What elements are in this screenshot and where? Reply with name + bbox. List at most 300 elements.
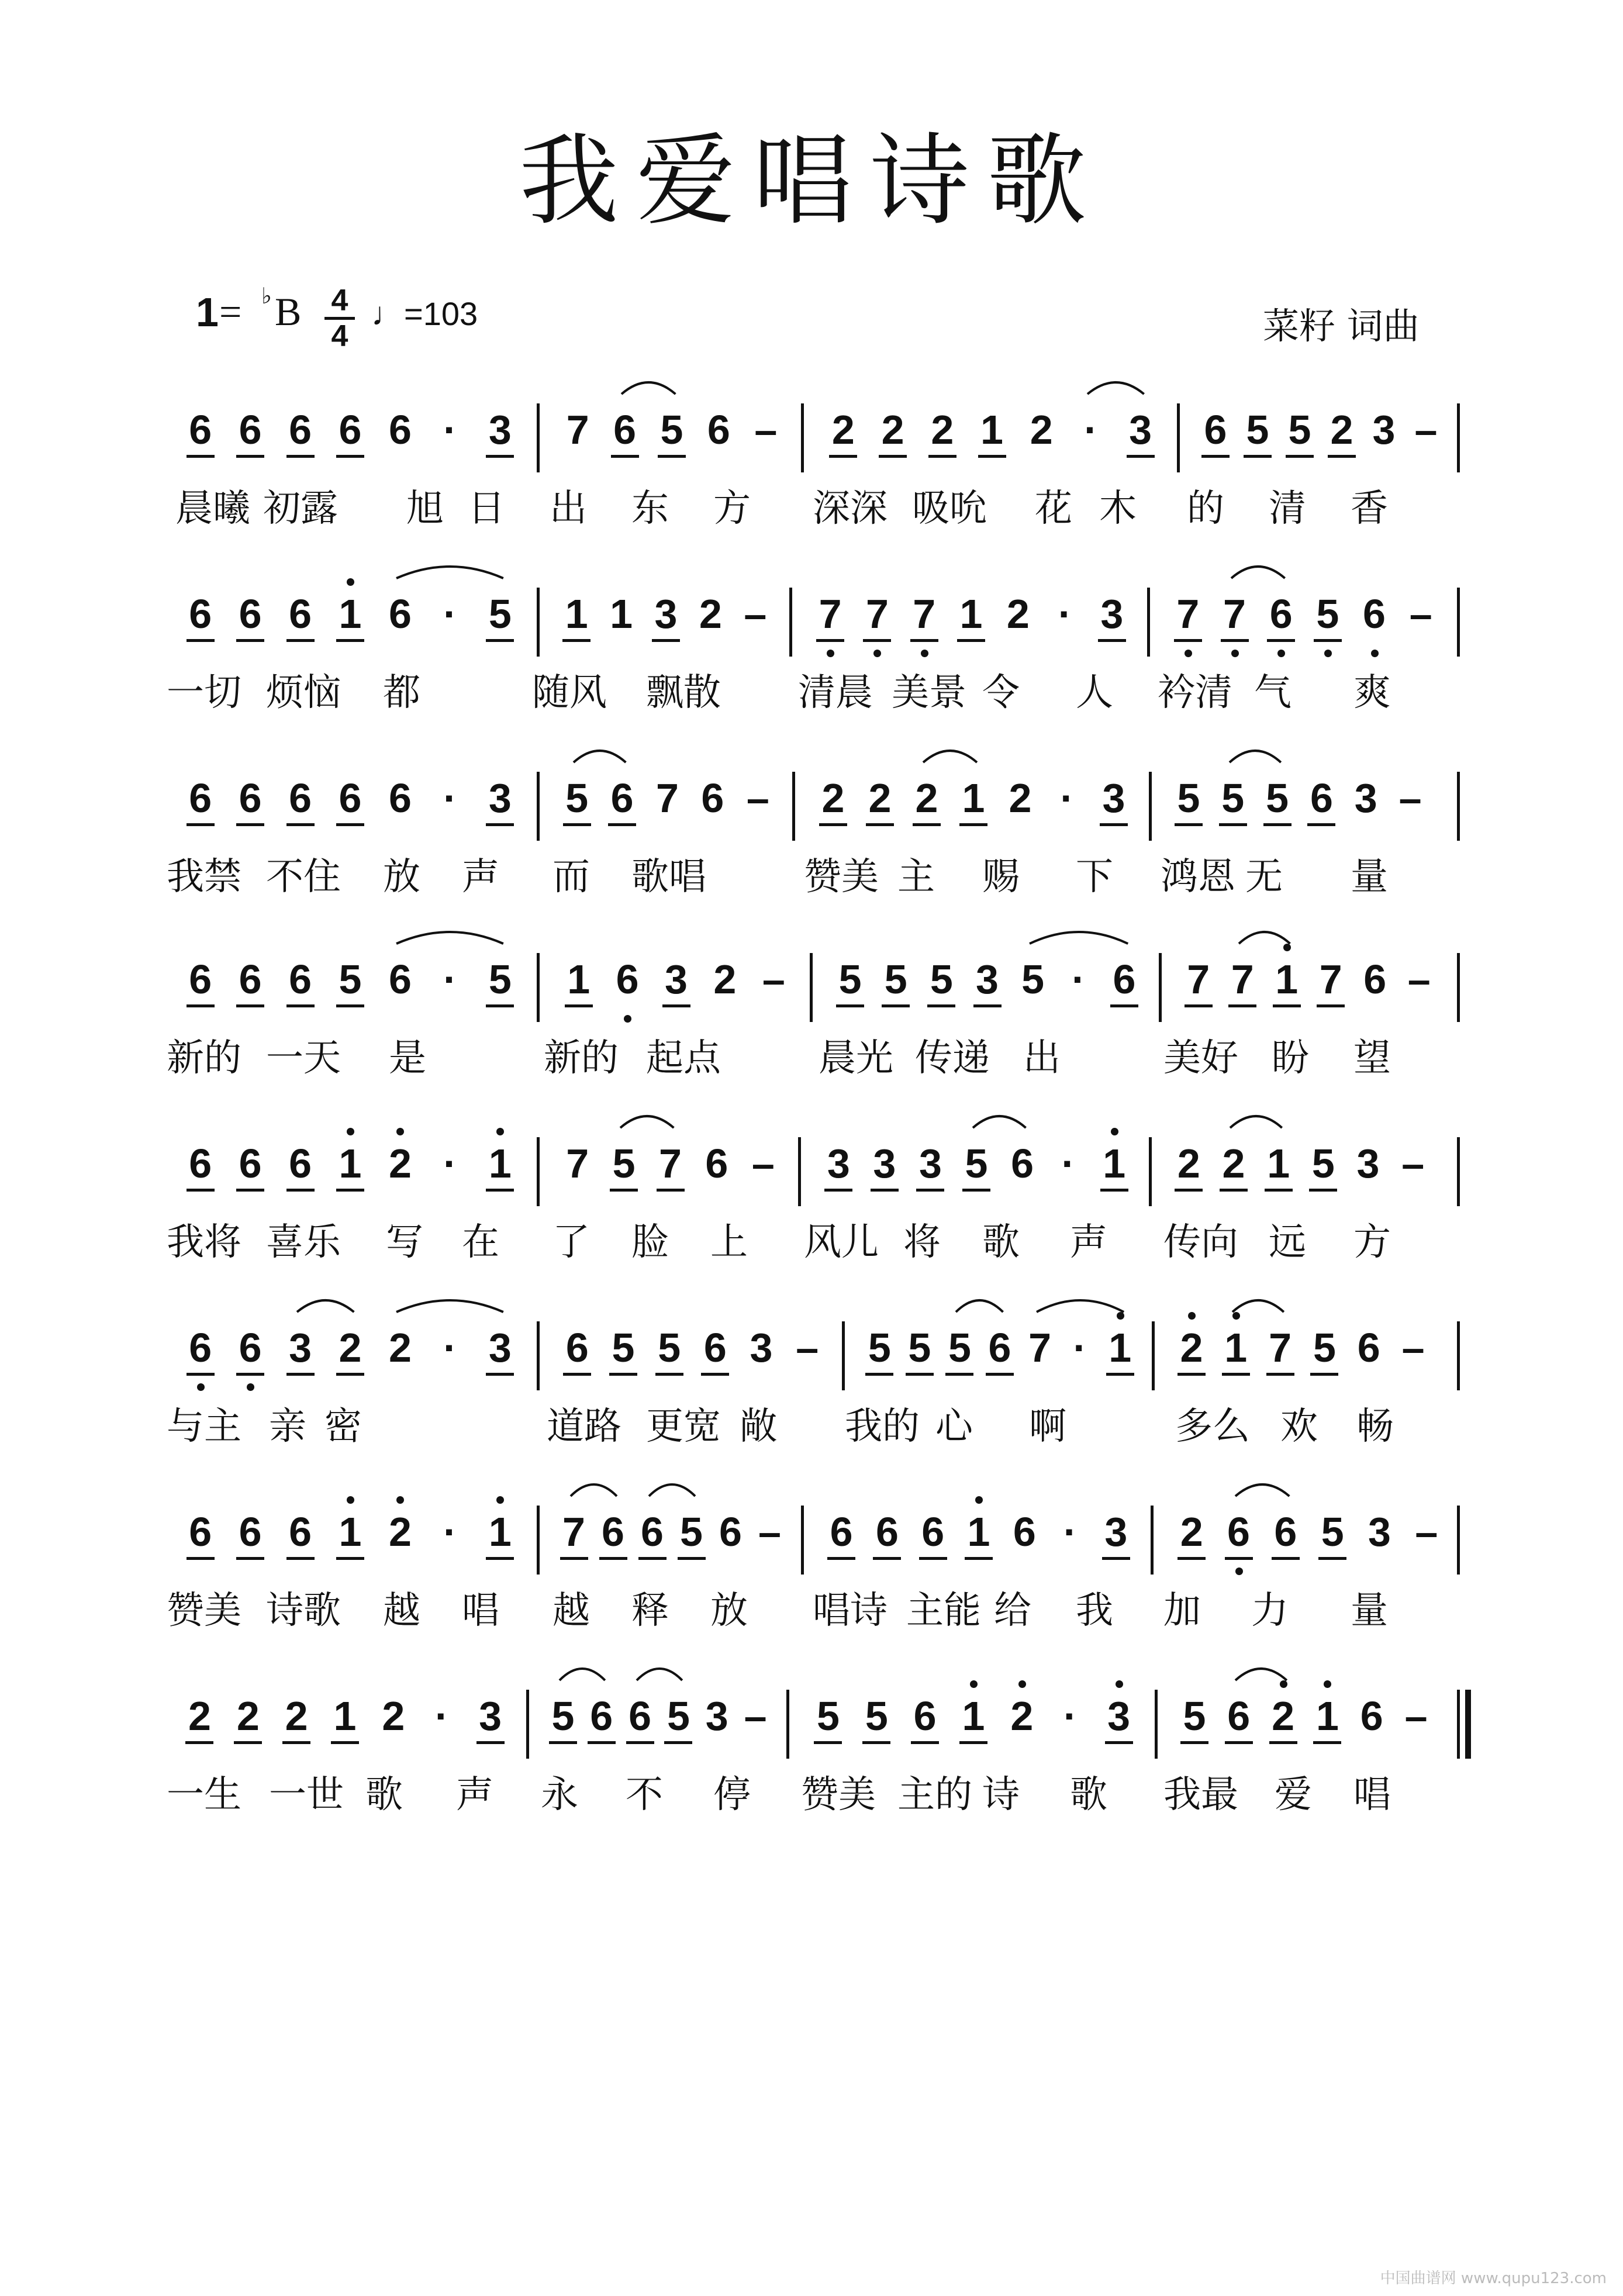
eighth-underline: [1307, 823, 1335, 826]
key-equals: =: [219, 289, 242, 334]
octave-down-dot: [247, 1383, 254, 1391]
eighth-underline: [1263, 823, 1292, 826]
octave-down-dot: [921, 650, 928, 657]
lyric-syllable: 上: [710, 1221, 748, 1264]
note: 5: [838, 957, 862, 1002]
eighth-underline: [824, 1189, 852, 1192]
music-system: [0, 409, 1623, 585]
lyric-syllable: 远: [1269, 1221, 1306, 1264]
eighth-underline: [1314, 639, 1342, 642]
eighth-underline: [829, 455, 857, 458]
note: 2: [388, 1141, 412, 1186]
eighth-underline: [1244, 455, 1272, 458]
bar-line: [810, 953, 813, 1022]
bar-line: [798, 1137, 801, 1206]
eighth-underline: [336, 1557, 364, 1560]
eighth-underline: [1265, 1189, 1293, 1192]
note: 1: [1109, 1325, 1132, 1370]
note: 5: [1266, 775, 1289, 821]
note: 5: [1221, 775, 1245, 821]
duration-dot: ·: [1072, 957, 1086, 1002]
eighth-underline: [549, 1741, 577, 1744]
duration-dot: ·: [1063, 1509, 1078, 1555]
eighth-underline: [486, 455, 514, 458]
eighth-underline: [1228, 1004, 1256, 1007]
note: 3: [1372, 407, 1396, 453]
note: 1: [980, 407, 1003, 453]
extension-dash: –: [744, 1693, 767, 1739]
eighth-underline: [236, 823, 264, 826]
note: 2: [831, 407, 855, 453]
note: 6: [1363, 957, 1387, 1002]
eighth-underline: [978, 455, 1006, 458]
note: 3: [1356, 1141, 1380, 1186]
slur-arc: [296, 1291, 355, 1314]
note: 6: [613, 407, 637, 453]
bar-line: [1147, 588, 1150, 657]
lyric-syllable: 量: [1351, 1589, 1388, 1632]
note: 7: [1176, 591, 1200, 637]
note: 5: [1288, 407, 1311, 453]
note: 7: [566, 1141, 589, 1186]
lyric-syllable: 无: [1245, 855, 1283, 899]
note: 2: [915, 775, 938, 821]
lyric-syllable: 欢: [1280, 1405, 1318, 1448]
eighth-underline: [836, 1004, 864, 1007]
eighth-underline: [657, 1189, 685, 1192]
duration-dot: ·: [1073, 1325, 1087, 1370]
extension-dash: –: [1414, 407, 1438, 453]
eighth-underline: [286, 823, 315, 826]
note: 7: [1319, 957, 1342, 1002]
slur-arc: [1231, 1291, 1285, 1314]
slur-arc: [972, 1107, 1027, 1130]
lyric-syllable: 下: [1076, 855, 1113, 899]
note: 7: [819, 591, 842, 637]
lyric-syllable: 令: [982, 671, 1020, 714]
eighth-underline: [664, 1741, 692, 1744]
eighth-underline: [286, 1004, 315, 1007]
note: 1: [962, 775, 985, 821]
extension-dash: –: [754, 407, 778, 453]
eighth-underline: [1180, 1741, 1208, 1744]
eighth-underline: [331, 1741, 359, 1744]
note: 6: [388, 957, 412, 1002]
eighth-underline: [1273, 1004, 1301, 1007]
lyric-syllable: 传向: [1163, 1221, 1238, 1264]
time-signature-bottom: 4: [331, 319, 348, 353]
lyric-syllable: 将: [903, 1221, 941, 1264]
note: 6: [189, 1509, 212, 1555]
duration-dot: ·: [1061, 1141, 1075, 1186]
eighth-underline: [655, 1373, 683, 1376]
lyric-syllable: 人: [1076, 671, 1113, 714]
note: 2: [931, 407, 954, 453]
music-system: [0, 1143, 1623, 1318]
lyric-syllable: 一切: [167, 671, 241, 714]
eighth-underline: [1225, 1557, 1253, 1560]
note: 5: [1316, 591, 1339, 637]
note: 5: [658, 1325, 681, 1370]
note: 5: [1183, 1693, 1206, 1739]
slur-arc: [395, 923, 505, 946]
bar-line: [1457, 403, 1460, 472]
bar-line: [537, 1321, 540, 1390]
note: 5: [612, 1325, 635, 1370]
note: 6: [1227, 1693, 1251, 1739]
extension-dash: –: [1415, 1509, 1438, 1555]
note: 7: [656, 775, 679, 821]
note: 6: [705, 1141, 728, 1186]
octave-up-dot: [970, 1680, 978, 1688]
lyric-syllable: 赞美: [804, 855, 879, 899]
lyric-syllable: 给: [994, 1589, 1031, 1632]
bar-line: [789, 588, 792, 657]
note: 3: [1368, 1509, 1391, 1555]
note: 6: [239, 1141, 262, 1186]
eighth-underline: [1286, 455, 1314, 458]
octave-up-dot: [1018, 1680, 1026, 1688]
eighth-underline: [588, 1741, 616, 1744]
note: 2: [1009, 775, 1032, 821]
note: 6: [1227, 1509, 1250, 1555]
note: 6: [388, 407, 412, 453]
note: 3: [1129, 407, 1152, 453]
note: 1: [567, 957, 591, 1002]
lyric-syllable: 永: [541, 1773, 578, 1817]
music-system: [0, 593, 1623, 769]
note: 6: [719, 1509, 742, 1555]
octave-up-dot: [1111, 1128, 1118, 1135]
extension-dash: –: [758, 1509, 781, 1555]
duration-dot: ·: [1084, 407, 1098, 453]
slur-arc: [1234, 1659, 1288, 1683]
extension-dash: –: [751, 1141, 775, 1186]
octave-down-dot: [1185, 650, 1192, 657]
note: 1: [565, 591, 588, 637]
eighth-underline: [1127, 455, 1155, 458]
note: 2: [285, 1693, 308, 1739]
eighth-underline: [814, 1741, 842, 1744]
extension-dash: –: [744, 591, 767, 637]
note: 1: [610, 591, 633, 637]
duration-dot: ·: [1058, 591, 1072, 637]
eighth-underline: [1225, 1741, 1253, 1744]
bar-line: [1159, 953, 1162, 1022]
eighth-underline: [1309, 1189, 1337, 1192]
lyric-syllable: 而: [552, 855, 590, 899]
lyric-syllable: 唱: [1353, 1773, 1391, 1817]
eighth-underline: [916, 1189, 944, 1192]
note: 2: [388, 1325, 412, 1370]
slur-arc: [1229, 1107, 1283, 1130]
note: 5: [488, 591, 512, 637]
eighth-underline: [286, 1557, 315, 1560]
eighth-underline: [1098, 639, 1126, 642]
eighth-underline: [1317, 1004, 1345, 1007]
lyric-syllable: 风儿: [804, 1221, 879, 1264]
note: 2: [339, 1325, 362, 1370]
lyric-syllable: 写: [386, 1221, 423, 1264]
lyric-syllable: 歌唱: [631, 855, 706, 899]
eighth-underline: [187, 639, 215, 642]
eighth-underline: [638, 1557, 667, 1560]
lyric-syllable: 唱: [462, 1589, 499, 1632]
octave-up-dot: [1324, 1680, 1331, 1688]
eighth-underline: [913, 823, 941, 826]
extension-dash: –: [762, 957, 785, 1002]
lyric-syllable: 力: [1251, 1589, 1289, 1632]
note: 7: [1028, 1325, 1052, 1370]
note: 5: [339, 957, 362, 1002]
note: 6: [1011, 1141, 1034, 1186]
note: 3: [665, 957, 688, 1002]
eighth-underline: [486, 823, 514, 826]
bar-line: [786, 1690, 789, 1759]
eighth-underline: [1185, 1004, 1213, 1007]
eighth-underline: [286, 1373, 315, 1376]
note: 6: [1363, 591, 1386, 637]
lyric-syllable: 东: [631, 487, 669, 530]
lyric-syllable: 花: [1035, 487, 1072, 530]
eighth-underline: [486, 1004, 514, 1007]
note: 5: [908, 1325, 931, 1370]
eighth-underline: [1177, 1557, 1206, 1560]
note: 6: [239, 775, 262, 821]
eighth-underline: [1106, 1373, 1134, 1376]
duration-dot: ·: [443, 407, 457, 453]
note: 6: [1013, 1509, 1036, 1555]
lyric-syllable: 放: [383, 855, 420, 899]
note: 7: [1223, 591, 1246, 637]
bar-line: [1457, 1506, 1460, 1575]
lyric-syllable: 歌: [982, 1221, 1020, 1264]
eighth-underline: [962, 1189, 990, 1192]
lyric-syllable: 密: [324, 1405, 362, 1448]
lyric-syllable: 我的: [845, 1405, 920, 1448]
note: 6: [707, 407, 730, 453]
note: 6: [189, 407, 212, 453]
lyric-syllable: 歌: [1070, 1773, 1107, 1817]
eighth-underline: [236, 1557, 264, 1560]
lyric-syllable: 亲: [269, 1405, 306, 1448]
octave-down-dot: [624, 1015, 631, 1023]
lyric-syllable: 方: [1353, 1221, 1391, 1264]
bar-line: [1152, 1321, 1155, 1390]
slur-arc: [1028, 923, 1129, 946]
lyric-syllable: 唱诗: [813, 1589, 888, 1632]
lyric-syllable: 吸吮: [912, 487, 987, 530]
eighth-underline: [286, 639, 315, 642]
note: 3: [488, 1325, 512, 1370]
eighth-underline: [562, 639, 591, 642]
extension-dash: –: [1404, 1693, 1428, 1739]
lyric-syllable: 声: [1070, 1221, 1107, 1264]
lyric-syllable: 飘散: [646, 671, 721, 714]
note: 6: [239, 591, 262, 637]
eighth-underline: [652, 639, 680, 642]
note: 6: [921, 1509, 945, 1555]
eighth-underline: [1201, 455, 1230, 458]
note: 3: [750, 1325, 773, 1370]
note: 3: [479, 1693, 502, 1739]
lyric-syllable: 量: [1351, 855, 1388, 899]
note: 1: [1315, 1693, 1339, 1739]
note: 2: [1030, 407, 1053, 453]
lyric-syllable: 我: [1076, 1589, 1113, 1632]
slur-arc: [395, 1291, 505, 1314]
eighth-underline: [1102, 1557, 1130, 1560]
bar-line: [801, 1506, 804, 1575]
eighth-underline: [906, 1373, 934, 1376]
octave-down-dot: [1231, 650, 1239, 657]
final-bar-line: [1465, 1690, 1471, 1759]
slur-arc: [1230, 557, 1286, 581]
eighth-underline: [286, 1189, 315, 1192]
lyric-syllable: 不住: [266, 855, 341, 899]
slur-arc: [955, 1291, 1004, 1314]
note: 2: [1180, 1325, 1203, 1370]
lyric-syllable: 烦恼: [266, 671, 341, 714]
octave-up-dot: [396, 1128, 404, 1135]
lyric-syllable: 诗: [982, 1773, 1020, 1817]
eighth-underline: [1328, 455, 1356, 458]
slur-arc: [572, 741, 627, 765]
eighth-underline: [866, 823, 894, 826]
note: 1: [488, 1509, 512, 1555]
eighth-underline: [1220, 1189, 1248, 1192]
lyric-syllable: 加: [1163, 1589, 1201, 1632]
eighth-underline: [1221, 639, 1249, 642]
bar-line: [537, 772, 540, 841]
lyric-syllable: 释: [631, 1589, 669, 1632]
lyric-syllable: 喜乐: [266, 1221, 341, 1264]
note: 2: [713, 957, 737, 1002]
octave-down-dot: [1277, 650, 1285, 657]
author-credit: 菜籽 词曲: [1263, 305, 1420, 347]
slur-arc: [0, 373, 1623, 396]
note: 3: [873, 1141, 896, 1186]
eighth-underline: [919, 1557, 947, 1560]
lyric-syllable: 爱: [1275, 1773, 1312, 1817]
note: 3: [488, 775, 512, 821]
duration-dot: ·: [443, 1325, 457, 1370]
note: 1: [339, 1509, 362, 1555]
eighth-underline: [865, 1373, 893, 1376]
key-one: 1: [196, 289, 219, 335]
note: 2: [1272, 1693, 1295, 1739]
bar-line: [537, 588, 540, 657]
lyric-syllable: 晨光: [819, 1037, 893, 1080]
note: 5: [816, 1693, 840, 1739]
lyric-syllable: 声: [462, 855, 499, 899]
eighth-underline: [1267, 639, 1295, 642]
lyric-syllable: 我将: [167, 1221, 241, 1264]
duration-dot: ·: [435, 1693, 449, 1739]
eighth-underline: [187, 455, 215, 458]
note: 2: [188, 1693, 211, 1739]
note: 5: [667, 1693, 690, 1739]
slur-arc: [1035, 1291, 1125, 1314]
note: 1: [488, 1141, 512, 1186]
eighth-underline: [563, 823, 591, 826]
extension-dash: –: [1407, 957, 1431, 1002]
lyric-syllable: 主: [897, 855, 935, 899]
note: 6: [189, 775, 212, 821]
lyric-syllable: 清晨: [798, 671, 873, 714]
bar-line: [1151, 1506, 1154, 1575]
note: 5: [551, 1693, 575, 1739]
eighth-underline: [871, 1189, 899, 1192]
duration-dot: ·: [1063, 1693, 1078, 1739]
lyric-syllable: 初露: [263, 487, 338, 530]
lyric-syllable: 望: [1353, 1037, 1391, 1080]
lyric-syllable: 一生: [167, 1773, 241, 1817]
eighth-underline: [187, 1373, 215, 1376]
eighth-underline: [882, 1004, 910, 1007]
eighth-underline: [1100, 823, 1128, 826]
note: 3: [654, 591, 678, 637]
note: 6: [616, 957, 639, 1002]
eighth-underline: [486, 639, 514, 642]
lyric-syllable: 是: [389, 1037, 426, 1080]
lyric-syllable: 衿清: [1158, 671, 1232, 714]
octave-up-dot: [496, 1128, 504, 1135]
extension-dash: –: [746, 775, 769, 821]
eighth-underline: [973, 1004, 1002, 1007]
octave-up-dot: [347, 1128, 354, 1135]
lyric-syllable: 清: [1269, 487, 1306, 530]
lyric-syllable: 了: [552, 1221, 590, 1264]
bar-line: [1457, 588, 1460, 657]
note: 2: [1177, 1141, 1200, 1186]
time-signature: [324, 284, 355, 353]
lyric-syllable: 我禁: [167, 855, 241, 899]
note: 2: [388, 1509, 412, 1555]
note: 1: [1267, 1141, 1290, 1186]
slur-arc: [636, 1659, 683, 1683]
key-letter: B: [275, 289, 302, 334]
note: 5: [488, 957, 512, 1002]
eighth-underline: [819, 823, 847, 826]
note: 6: [289, 1509, 312, 1555]
eighth-underline: [965, 1557, 993, 1560]
note: 6: [289, 407, 312, 453]
flat-icon: ♭: [261, 283, 272, 309]
lyric-syllable: 盼: [1272, 1037, 1309, 1080]
eighth-underline: [336, 1004, 364, 1007]
note: 5: [1246, 407, 1269, 453]
lyric-syllable: 越: [552, 1589, 590, 1632]
slur-arc: [395, 557, 505, 581]
bar-line: [792, 772, 795, 841]
eighth-underline: [563, 1373, 591, 1376]
bar-line: [537, 403, 540, 472]
duration-dot: ·: [1060, 775, 1074, 821]
note: 3: [918, 1141, 942, 1186]
lyric-syllable: 的: [1187, 487, 1224, 530]
eighth-underline: [608, 823, 636, 826]
bar-line: [537, 1506, 540, 1575]
eighth-underline: [911, 1741, 939, 1744]
eighth-underline: [658, 455, 686, 458]
eighth-underline: [609, 1373, 637, 1376]
lyric-syllable: 晨曦: [175, 487, 250, 530]
extension-dash: –: [1401, 1141, 1425, 1186]
lyric-syllable: 声: [456, 1773, 493, 1817]
note: 7: [913, 591, 936, 637]
lyric-syllable: 越: [383, 1589, 420, 1632]
